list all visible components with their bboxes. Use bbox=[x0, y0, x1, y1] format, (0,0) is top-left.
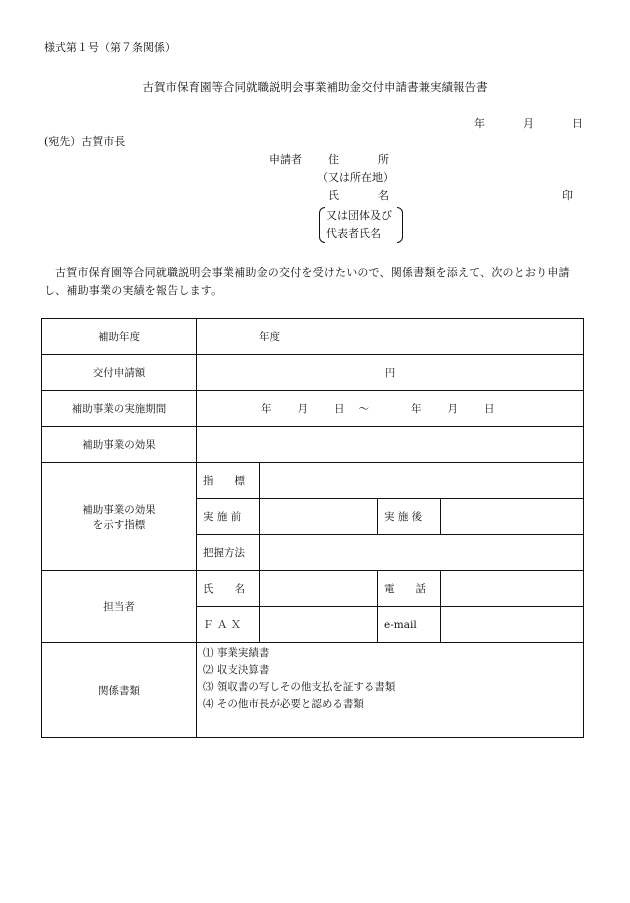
phone-label: 電 話 bbox=[378, 571, 441, 607]
effect-label: 補助事業の効果 bbox=[42, 427, 197, 463]
amount-label: 交付申請額 bbox=[42, 355, 197, 391]
group-representative-note bbox=[319, 207, 403, 243]
indicator-group-label bbox=[42, 463, 197, 571]
name-label-a: 氏 bbox=[328, 189, 339, 202]
row-period bbox=[42, 391, 584, 427]
row-effect bbox=[42, 427, 584, 463]
amount-unit: 円 bbox=[384, 367, 396, 379]
date-day-field[interactable]: 日 bbox=[572, 117, 583, 130]
docs-label: 関係書類 bbox=[42, 643, 197, 738]
seal-mark: 印 bbox=[562, 189, 573, 202]
contact-label: 担当者 bbox=[42, 571, 197, 643]
amount-field[interactable] bbox=[197, 355, 584, 391]
doc-item: ⑶ 領収書の写しその他支払を証する書類 bbox=[203, 681, 396, 693]
doc-item: ⑴ 事業実績書 bbox=[203, 647, 270, 659]
indicator-label-line-1: 補助事業の効果 bbox=[82, 503, 156, 516]
before-field[interactable] bbox=[260, 499, 378, 535]
report-table bbox=[41, 318, 584, 738]
period-month-end: 月 bbox=[447, 403, 458, 415]
right-bracket bbox=[397, 207, 403, 243]
period-field[interactable] bbox=[197, 391, 584, 427]
form-number: 様式第１号（第７条関係） bbox=[44, 41, 176, 54]
before-label: 実 施 前 bbox=[197, 499, 260, 535]
period-year-start: 年 bbox=[261, 403, 272, 415]
after-label: 実 施 後 bbox=[378, 499, 441, 535]
indicator-label-line-2: を示す指標 bbox=[92, 518, 146, 531]
doc-item: ⑵ 収支決算書 bbox=[203, 664, 270, 676]
period-day-start: 日 bbox=[334, 403, 345, 415]
effect-field[interactable] bbox=[197, 427, 584, 463]
name-label-b: 名 bbox=[378, 189, 389, 202]
left-bracket bbox=[319, 207, 325, 243]
row-amount bbox=[42, 355, 584, 391]
address-alt-label: （又は所在地） bbox=[317, 171, 394, 184]
indicator-field[interactable] bbox=[260, 463, 584, 499]
addressee: (宛先）古賀市長 bbox=[44, 135, 126, 148]
docs-cell bbox=[197, 643, 584, 738]
period-tilde: ～ bbox=[358, 403, 369, 415]
contact-name-label: 氏 名 bbox=[197, 571, 260, 607]
date-year-field[interactable]: 年 bbox=[474, 117, 485, 130]
applicant-label: 申請者 bbox=[269, 153, 302, 166]
phone-field[interactable] bbox=[441, 571, 584, 607]
row-contact-name bbox=[42, 571, 584, 607]
email-label: e-mail bbox=[378, 607, 441, 643]
fax-label: Ｆ Ａ Ｘ bbox=[197, 607, 260, 643]
period-day-end: 日 bbox=[484, 403, 495, 415]
after-field[interactable] bbox=[441, 499, 584, 535]
fiscal-year-unit: 年度 bbox=[259, 331, 280, 343]
group-line-2: 代表者氏名 bbox=[326, 227, 381, 240]
method-label: 把握方法 bbox=[197, 535, 260, 571]
method-field[interactable] bbox=[260, 535, 584, 571]
fiscal-year-field[interactable] bbox=[197, 319, 584, 355]
period-month-start: 月 bbox=[297, 403, 308, 415]
group-line-1: 又は団体及び bbox=[326, 209, 392, 222]
fiscal-year-label: 補助年度 bbox=[42, 319, 197, 355]
row-indicator bbox=[42, 463, 584, 499]
row-documents bbox=[42, 643, 584, 738]
document-title: 古賀市保育園等合同就職説明会事業補助金交付申請書兼実績報告書 bbox=[142, 80, 488, 94]
email-field[interactable] bbox=[441, 607, 584, 643]
address-label-a: 住 bbox=[328, 153, 339, 166]
docs-list bbox=[203, 645, 577, 713]
date-month-field[interactable]: 月 bbox=[523, 117, 534, 130]
body-paragraph: 古賀市保育園等合同就職説明会事業補助金の交付を受けたいので、関係書類を添えて、次のとおり申請し、補助事業の実績を報告します。 bbox=[44, 266, 570, 297]
indicator-label: 指 標 bbox=[197, 463, 260, 499]
row-fiscal-year bbox=[42, 319, 584, 355]
contact-name-field[interactable] bbox=[260, 571, 378, 607]
period-year-end: 年 bbox=[411, 403, 422, 415]
doc-item: ⑷ その他市長が必要と認める書類 bbox=[203, 698, 364, 710]
fax-field[interactable] bbox=[260, 607, 378, 643]
period-label: 補助事業の実施期間 bbox=[42, 391, 197, 427]
address-label-b: 所 bbox=[378, 153, 389, 166]
